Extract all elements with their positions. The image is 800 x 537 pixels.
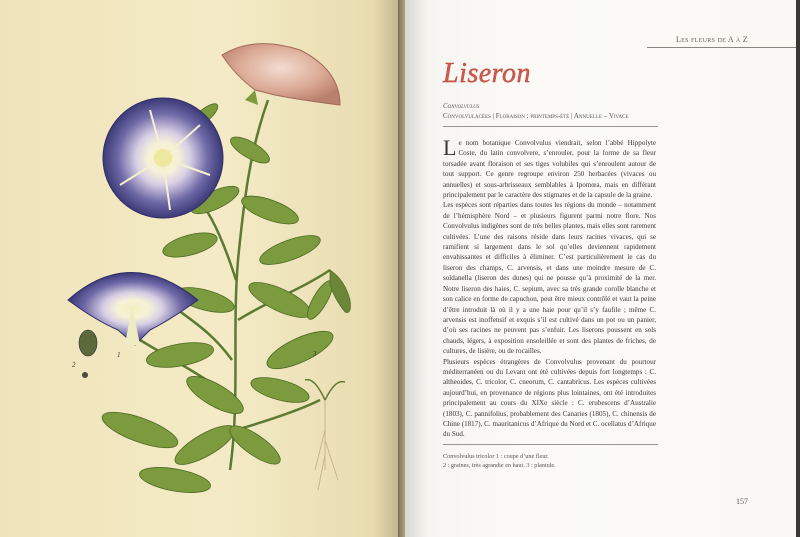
paragraph-1-text: e nom botanique Convolvulus viendrait, selon l’abbé Hippolyte Coste, du latin convolvere, s’enrouler, pour la forme de sa fleur torsadée avant floraison et ses tiges volubiles qui s’enroulent autour de tout support. Ce genre regroupe environ 250 herbacées (vivaces ou annuelles) et sous-arbrisseaux semblables à Ipomœa, mais en différant principalement par le caractère des stigmates et de la capsule de la graine. [443,139,656,200]
caption-line-1: Convolvulus tricolor 1 : coupe d’une fleur. [443,453,549,460]
header-rule [647,47,796,48]
seed-small [82,372,88,378]
family-flowering-info: Convolvulacées | Floraison : printemps-été | Annuelle – Vivace [443,112,629,120]
drop-cap: L [443,135,457,160]
running-head: Les fleurs de A à Z [675,35,748,44]
title-rule [443,126,658,127]
plate-label-3: 3 [313,350,317,358]
page-edge [796,0,800,537]
latin-name: Convolvulus [443,102,480,110]
paragraph-3: Plusieurs espèces étrangères de Convolvulus provenant du pourtour méditerranéen ou du Levant ont été cultivées depuis fort longtemps : C. altheoides, C. tricolor, C. cneorum, C. cantabricus. Les espèces cultivées aujourd’hui, en provenance de régions plus lointaines, ont été introduites principalement au cours du XIXe siècle : C. erubescens d’Australie (1803), C. pannifolius, probablement des Canaries (1805), C. chinensis de Chine (1817), C. mauritanicus d’Afrique du Nord et C. ocellatus d’Afrique du Sud. [443,357,656,439]
flower-large [103,98,223,218]
plate-label-1: 1 [117,351,121,359]
caption-rule [443,444,658,445]
right-page-text [405,0,796,537]
entry-title: Liseron [443,58,532,89]
seed-large [79,330,97,356]
caption-line-2: 2 : graines, très agrandie en haut. 3 : plantule. [443,462,556,469]
page-number: 157 [736,497,748,506]
paragraph-2: Les espèces sont réparties dans toutes les régions du monde – notamment de l’hémisphère Nord – et plusieurs figurent parmi notre flore. Nos Convolvulus indigènes sont de très belles plantes, mais elles sont rarement cultivées. L’une des raisons réside dans leurs racines vivaces, qui se ramifient si largement dans le sol qu’elles deviennent rapidement envahissantes et difficiles à éliminer. C’est particulièrement le cas du liseron des champs, C. arvensis, et dans une moindre mesure de C. soldanella (liseron des dunes) qui ne pousse qu’à proximité de la mer. Notre liseron des haies, C. sepium, avec sa très grande corolle blanche et son calice en forme de capuchon, peut être mieux contrôlé et vaut la peine d’être introduit là où il y a une haie pour qu’il s’y faufile ; même C. arvensis est inoffensif et exquis s’il est cultivé dans un pot ou un panier, d’où ses racines ne peuvent pas s’enfuir. Les liserons poussent en sols chauds, légers, à exposition ensoleillée et sont des plantes de friches, de cultures, de lisière, ou de rocailles. [443,201,656,356]
plate-label-2: 2 [72,361,76,369]
plate-caption [443,452,656,470]
seedling-roots [315,400,338,490]
entry-body [443,135,656,440]
flower-pink [222,44,340,105]
paragraph-1 [443,135,656,200]
